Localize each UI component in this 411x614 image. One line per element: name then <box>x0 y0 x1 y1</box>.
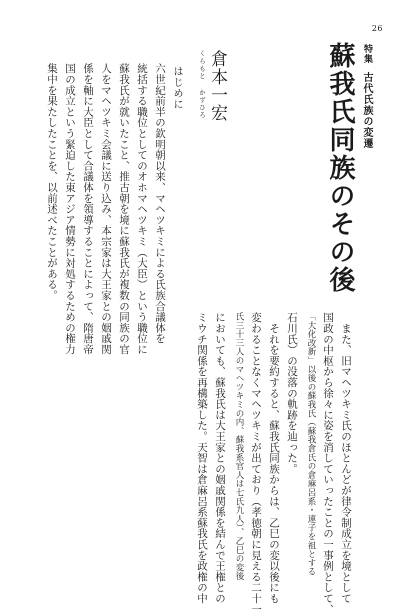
series-label: 古代氏族の変遷 <box>361 72 372 149</box>
page-number: 26 <box>371 24 383 33</box>
body-line: 国政の中枢から徐々に姿を消していったことの一事例として、 <box>322 312 334 614</box>
body-line: 統括する職位としてのオホマヘツキミ（大臣）という職位に <box>136 63 148 355</box>
body-line: 集中を果たしたことを、以前述べたことがある。 <box>46 63 58 301</box>
author-name: 倉本一宏 <box>207 50 227 122</box>
body-line: 人をマヘツキミ会議に送り込み、本宗家は大王家との姻戚関 <box>100 63 112 355</box>
author-ruby: くらもと かずひろ <box>198 50 206 119</box>
body-line: ミウチ関係を再構築した。天智は倉麻呂系蘇我氏を政権の中 <box>196 312 208 604</box>
body-line: それを要約すると、蘇我氏同族からは、乙巳の変以後にも <box>268 312 280 604</box>
body-line: 変わることなくマヘツキミが出ており（孝徳朝に見える二十一 <box>250 312 262 614</box>
article-title: 蘇我氏同族のその後 <box>325 42 355 294</box>
body-line: また、旧マヘツキミ氏のほとんどが律令制成立を境として <box>340 312 352 604</box>
body-line: においても、蘇我氏は大王家との姻戚関係を結んで王権との <box>214 312 226 604</box>
body-line: 国の成立という緊迫した東アジア情勢に対処するための権力 <box>64 63 76 355</box>
body-line: 六世紀前半の欽明朝以来、マヘツキミによる氏族合議体を <box>154 63 166 344</box>
body-line: 「大化改新」以後の蘇我氏（蘇我倉氏の倉麻呂系・連子を祖とする <box>306 312 316 576</box>
feature-label: 特集 <box>362 44 372 64</box>
body-line: 石川氏）の没落の軌跡を辿った。 <box>286 312 298 474</box>
body-line: 蘇我氏が就いたこと、推古朝を境に蘇我氏が複数の同族の官 <box>118 63 130 355</box>
body-line: 係を軸に大臣として合議体を領導することによって、隋唐帝 <box>82 63 94 355</box>
body-line: 氏三十三人のマヘツキミの内、蘇我系官人は七氏九人）、乙巳の変後 <box>234 312 244 581</box>
section-heading: はじめに <box>171 66 182 110</box>
